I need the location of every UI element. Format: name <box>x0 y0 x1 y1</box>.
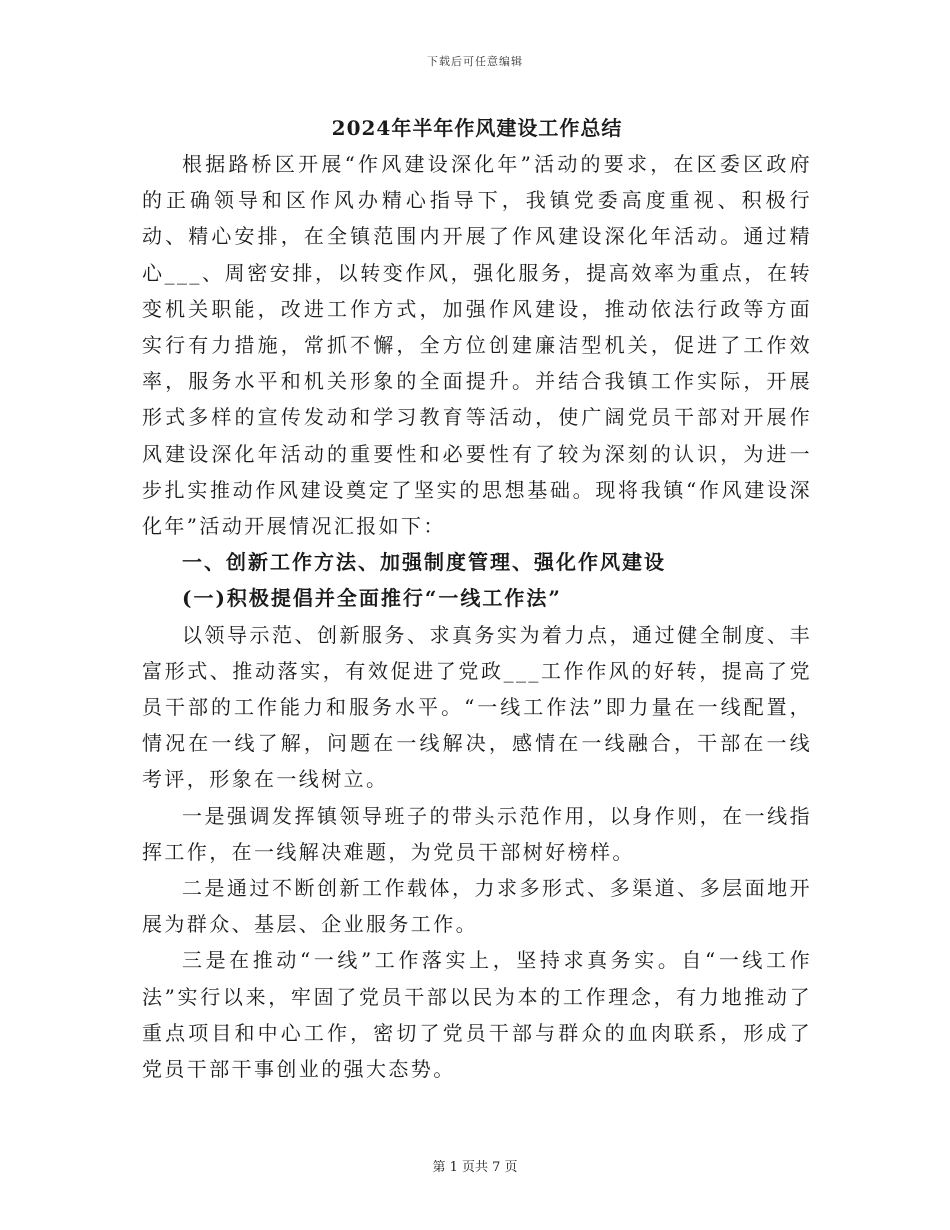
page-number: 第 1 页共 7 页 <box>432 1160 518 1175</box>
body-paragraph-1: 以领导示范、创新服务、求真务实为着力点，通过健全制度、丰富形式、推动落实，有效促进了党政___工作作风的好转，提高了党员干部的工作能力和服务水平。“一线工作法”即力量在一线配置，情况在一线了解，问题在一线解决，感情在一线融合，干部在一线考评，形象在一线树立。 <box>142 622 812 792</box>
header-note: 下载后可任意编辑 <box>427 55 523 68</box>
document-body <box>142 110 812 1087</box>
body-paragraph-4: 三是在推动“一线”工作落实上，坚持求真务实。自“一线工作法”实行以来，牢固了党员干部以民为本的工作理念，有力地推动了重点项目和中心工作，密切了党员干部与群众的血肉联系，形成了党员干部干事创业的强大态势。 <box>142 948 812 1082</box>
body-paragraph-2: 一是强调发挥镇领导班子的带头示范作用，以身作则，在一线指挥工作，在一线解决难题，为党员干部树好榜样。 <box>142 803 812 864</box>
body-paragraph-3: 二是通过不断创新工作载体，力求多形式、多渠道、多层面地开展为群众、基层、企业服务工作。 <box>142 876 812 937</box>
subsection-heading: (一)积极提倡并全面推行“一线工作法” <box>182 586 562 611</box>
intro-paragraph: 根据路桥区开展“作风建设深化年”活动的要求，在区委区政府的正确领导和区作风办精心指导下，我镇党委高度重视、积极行动、精心安排，在全镇范围内开展了作风建设深化年活动。通过精心___、周密安排，以转变作风，强化服务，提高效率为重点，在转变机关职能，改进工作方式，加强作风建设，推动依法行政等方面实行有力措施，常抓不懈，全方位创建廉洁型机关，促进了工作效率，服务水平和机关形象的全面提升。并结合我镇工作实际，开展形式多样的宣传发动和学习教育等活动，使广阔党员干部对开展作风建设深化年活动的重要性和必要性有了较为深刻的认识，为进一步扎实推动作风建设奠定了坚实的思想基础。现将我镇“作风建设深化年”活动开展情况汇报如下： <box>142 152 812 539</box>
section-heading: 一、创新工作方法、加强制度管理、强化作风建设 <box>182 550 666 575</box>
document-title: 2024年半年作风建设工作总结 <box>331 116 623 140</box>
